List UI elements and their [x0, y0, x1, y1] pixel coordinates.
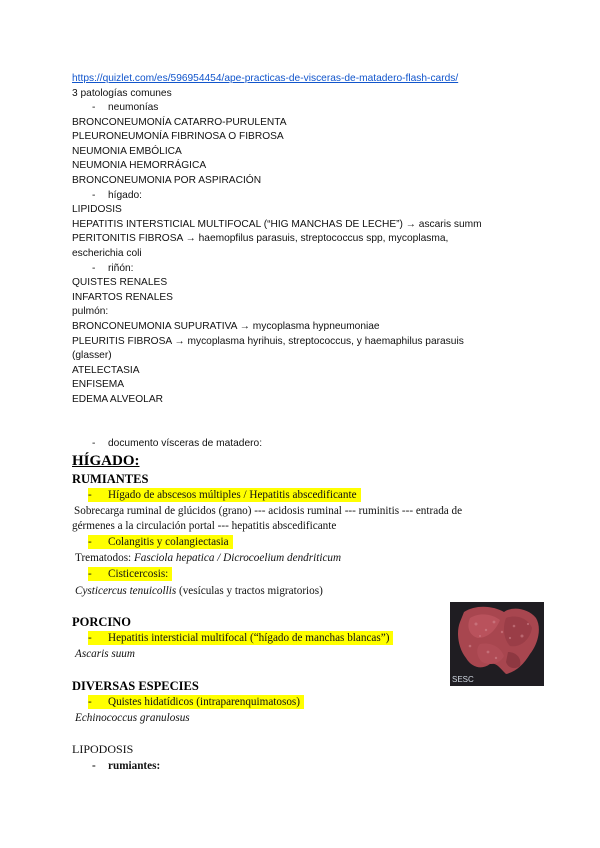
item-suffix: (vesículas y tractos migratorios) [176, 585, 323, 597]
bullet-dash: - [88, 536, 92, 548]
bullet-dash: - [92, 263, 96, 274]
group-neumonias: neumonías [108, 102, 159, 113]
highlight-item [88, 567, 172, 581]
item-species: Cysticercus tenuicollis [75, 585, 177, 597]
higado-item: LIPIDOSIS [72, 204, 122, 215]
rinon-item: QUISTES RENALES [72, 277, 168, 288]
bullet-dash: - [88, 568, 92, 580]
quizlet-link[interactable]: https://quizlet.com/es/596954454/ape-practicas-de-visceras-de-matadero-flash-cards/ [72, 73, 459, 84]
item-label: Cisticercosis: [108, 568, 169, 580]
higado-item: HEPATITIS INTERSTICIAL MULTIFOCAL (“HIG MANCHAS DE LECHE”) → ascaris summ [72, 219, 482, 230]
pulmon-item: ATELECTASIA [72, 365, 140, 376]
item-species: Fasciola hepatica / Dicrocoelium dendriticum [133, 552, 342, 564]
item-description: gérmenes a la circulación portal --- hepatitis abscedificante [72, 520, 337, 532]
section-title-higado: HÍGADO: [72, 453, 140, 469]
pulmon-item: BRONCONEUMONIA SUPURATIVA → mycoplasma hypneumoniae [72, 321, 380, 332]
highlight-item [88, 631, 393, 645]
neumonia-item: NEUMONIA HEMORRÁGICA [72, 160, 207, 171]
item-prefix: Trematodos: [75, 552, 134, 564]
bullet-dash: - [92, 190, 96, 201]
item-description: Sobrecarga ruminal de glúcidos (grano) --- acidosis ruminal --- ruminitis --- entrada de [74, 505, 463, 517]
highlight-item [88, 695, 304, 709]
neumonia-item: PLEURONEUMONÍA FIBRINOSA O FIBROSA [72, 131, 284, 142]
highlight-item [88, 535, 233, 549]
item-species-line [75, 584, 323, 598]
item-label: Hígado de abscesos múltiples / Hepatitis abscedificante [108, 489, 357, 501]
pulmon-item: EDEMA ALVEOLAR [72, 394, 163, 405]
group-rinon: riñón: [108, 263, 134, 274]
item-label: Hepatitis intersticial multifocal (“hígado de manchas blancas”) [108, 632, 390, 644]
pulmon-item: (glasser) [72, 350, 112, 361]
higado-item: PERITONITIS FIBROSA → haemopfilus parasuis, streptococcus spp, mycoplasma, [72, 233, 449, 244]
heading-lipodosis: LIPODOSIS [72, 742, 134, 756]
heading-diversas-especies: DIVERSAS ESPECIES [72, 679, 199, 693]
heading-porcino: PORCINO [72, 615, 132, 629]
bullet-dash: - [92, 760, 96, 772]
heading-rumiantes: RUMIANTES [72, 472, 149, 486]
neumonia-item: BRONCONEUMONIA POR ASPIRACIÓN [72, 175, 262, 186]
lipodosis-item: rumiantes: [108, 760, 161, 772]
item-label: Quistes hidatídicos (intraparenquimatosos) [108, 696, 301, 708]
pulmon-label: pulmón: [72, 306, 109, 317]
item-species: Ascaris suum [75, 648, 135, 660]
liver-photo [450, 602, 544, 686]
item-label: Colangitis y colangiectasia [108, 536, 229, 548]
neumonia-item: BRONCONEUMONÍA CATARRO-PURULENTA [72, 117, 287, 128]
intro-text: 3 patologías comunes [72, 88, 172, 99]
pulmon-item: PLEURITIS FIBROSA → mycoplasma hyrihuis, streptococcus, y haemaphilus parasuis [72, 336, 464, 347]
neumonia-item: NEUMONIA EMBÓLICA [72, 146, 182, 157]
bullet-dash: - [88, 632, 92, 644]
higado-item: escherichia coli [72, 248, 142, 259]
item-species-line [75, 551, 341, 565]
bullet-dash: - [88, 696, 92, 708]
rinon-item: INFARTOS RENALES [72, 292, 173, 303]
highlight-item [88, 488, 361, 502]
bullet-dash: - [92, 438, 96, 449]
bullet-dash: - [88, 489, 92, 501]
documento-label: documento vísceras de matadero: [108, 438, 263, 449]
bullet-dash: - [92, 102, 96, 113]
liver-illustration [450, 602, 544, 686]
pulmon-item: ENFISEMA [72, 379, 125, 390]
photo-watermark: SESC [452, 675, 474, 684]
item-species: Echinococcus granulosus [75, 712, 190, 724]
group-higado: hígado: [108, 190, 142, 201]
